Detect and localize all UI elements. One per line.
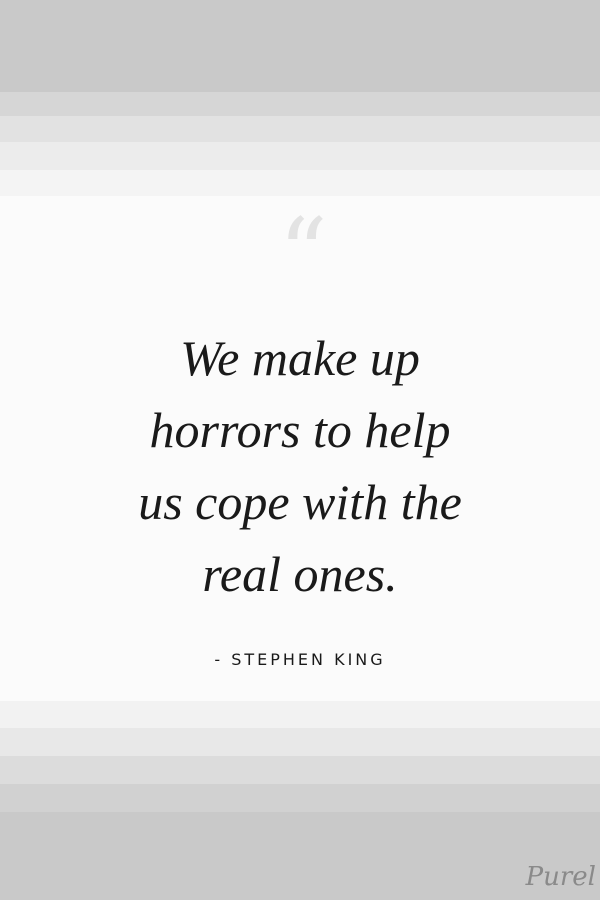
open-quote-icon: “ <box>278 198 322 310</box>
background-band-6 <box>0 728 600 756</box>
background-band-1 <box>0 92 600 116</box>
background-band-2 <box>0 116 600 142</box>
quote-line: us cope with the <box>138 474 462 530</box>
watermark-logo: Purel <box>525 862 596 892</box>
quote-line: We make up <box>180 330 420 386</box>
background-band-5 <box>0 701 600 728</box>
background-band-7 <box>0 756 600 784</box>
quote-attribution: - STEPHEN KING <box>214 650 386 669</box>
background-band-3 <box>0 142 600 170</box>
background-band-8 <box>0 784 600 812</box>
quote-line: real ones. <box>202 546 398 602</box>
quote-line: horrors to help <box>149 402 451 458</box>
quote-text <box>60 322 540 610</box>
background-band-4 <box>0 170 600 196</box>
